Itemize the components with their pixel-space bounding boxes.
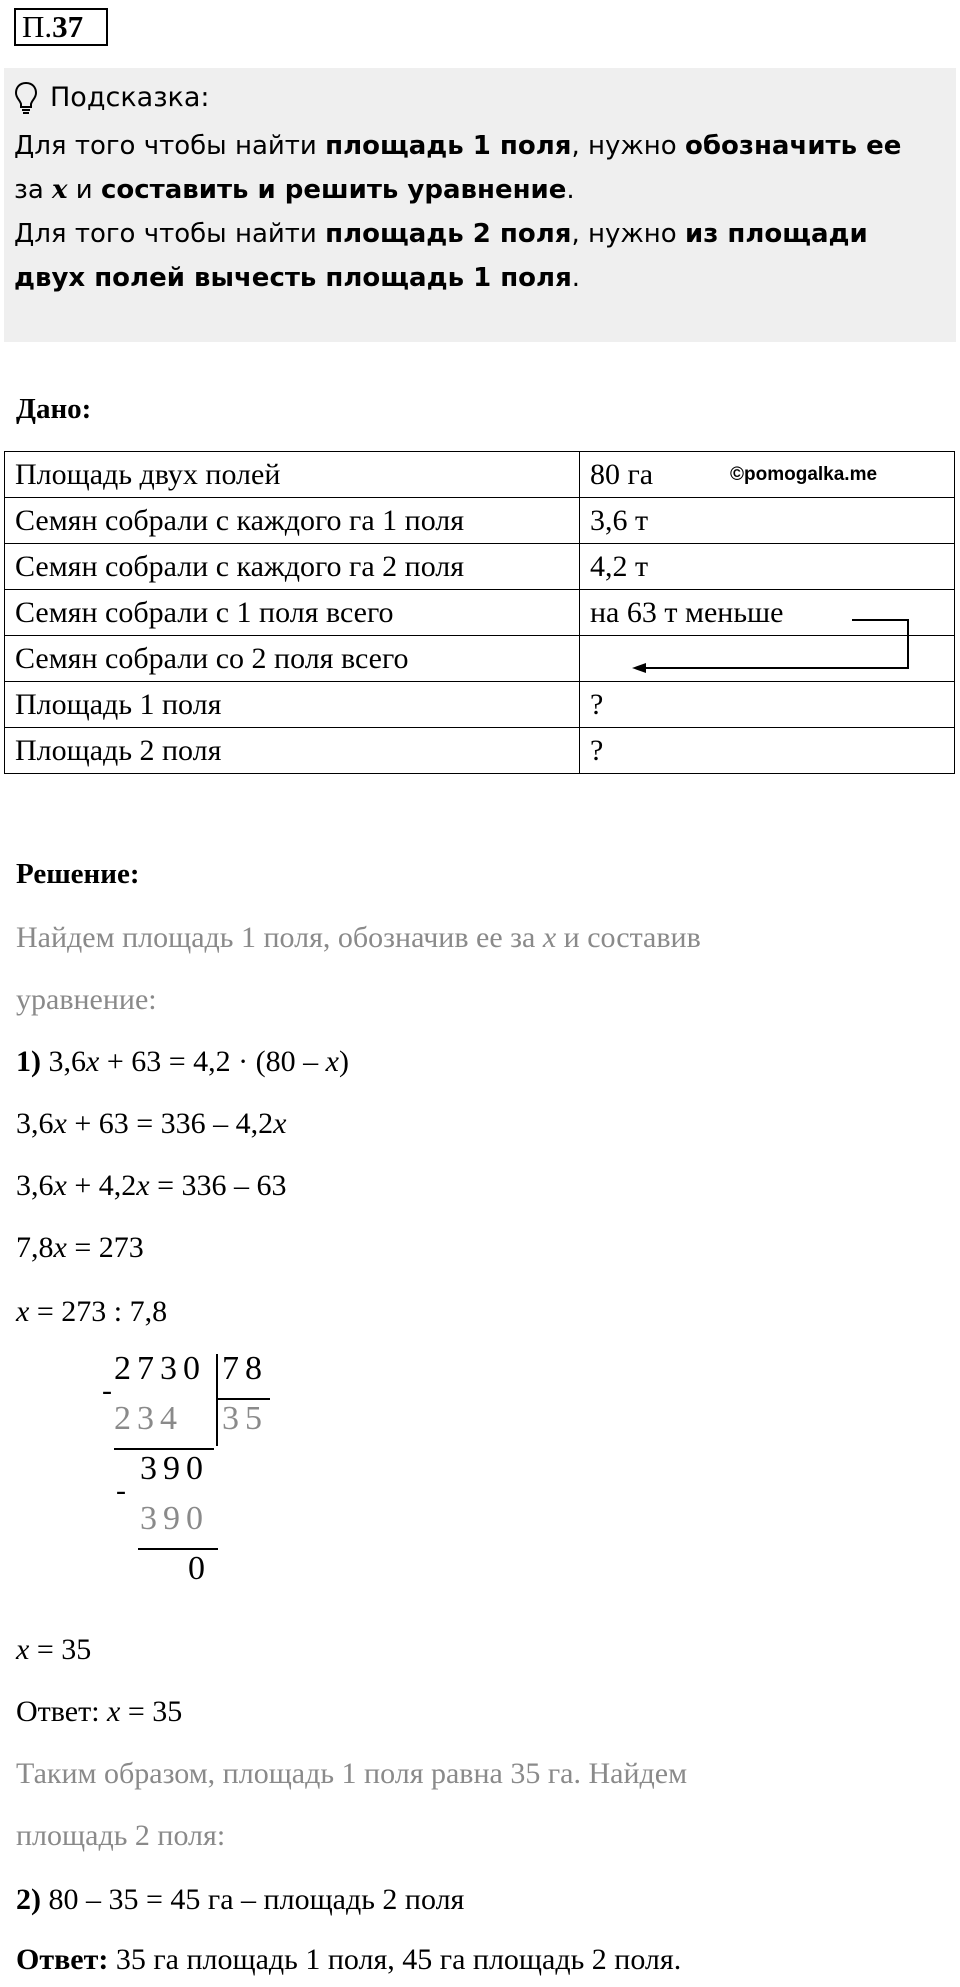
eq-text: = 35 [120,1695,183,1728]
eq-text: 3,6 [16,1107,54,1140]
variable-x: x [136,1169,150,1202]
table-cell-label: Площадь двух полей [5,452,580,498]
hint-text: , нужно [571,219,685,249]
eq-text: = 273 : 7,8 [29,1295,168,1328]
table-cell-label: Площадь 1 поля [5,682,580,728]
division-vertical-line [216,1354,218,1446]
final-answer [16,1940,681,1980]
eq-text: = 336 – 63 [149,1169,287,1202]
lightbulb-icon [14,81,38,115]
division-quotient: 35 [222,1400,268,1437]
answer-label: Ответ: [16,1695,108,1728]
division-divisor: 78 [222,1350,268,1387]
equation-2 [16,1104,287,1144]
division-remainder-final: 0 [188,1550,211,1587]
table-value-text: 80 га [590,458,654,491]
problem-label [14,8,108,46]
division-subtrahend-1: 234 [114,1400,183,1437]
table-cell-value: 4,2 т [580,544,955,590]
eq-text: = 273 [66,1231,144,1264]
arrow-connector-icon [630,608,920,676]
solution-intro-line-2: уравнение: [16,983,157,1016]
hint-variable: x [52,175,68,205]
variable-x: x [53,1231,67,1264]
eq-text: + 63 = 336 – 4,2 [66,1107,274,1140]
equation-1 [16,1042,349,1082]
table-cell-value: ? [580,682,955,728]
variable-x: x [542,921,557,954]
hint-bold: обозначить ее [684,131,902,161]
long-division [100,1350,300,1610]
hint-title [14,74,210,122]
hint-text: . [571,263,581,293]
table-cell-label: Семян собрали с каждого га 2 поля [5,544,580,590]
problem-label-prefix: П. [22,9,53,44]
eq-text: ) [338,1045,349,1078]
equation-3 [16,1166,287,1206]
hint-line-2 [14,168,944,212]
hint-text: . [566,175,575,205]
equation-6 [16,1630,91,1670]
intermediate-answer [16,1692,182,1732]
equation-5 [16,1292,167,1332]
variable-x: x [86,1045,100,1078]
table-cell-label: Семян собрали с каждого га 1 поля [5,498,580,544]
eq-text: + 4,2 [66,1169,137,1202]
given-heading: Дано: [16,393,92,425]
table-cell-value: ? [580,728,955,774]
hint-bold: из площади [684,219,868,249]
intro-text: и составив [556,921,701,954]
variable-x: x [107,1695,121,1728]
division-subtrahend-2: 390 [140,1500,209,1537]
watermark: ©pomogalka.me [730,464,878,485]
hint-line-4 [14,256,944,300]
hint-text: , нужно [571,131,685,161]
step-number: 2) [16,1883,41,1916]
eq-text: + 63 = 4,2 · (80 – [99,1045,326,1078]
table-row [5,682,955,728]
table-row [5,498,955,544]
eq-text: 80 – 35 = 45 га – площадь 2 поля [41,1883,465,1916]
hint-text: за [14,175,53,205]
hint-text: и [67,175,101,205]
eq-text: 3,6 [41,1045,86,1078]
final-answer-label: Ответ: [16,1943,109,1976]
hint-line-3 [14,212,944,256]
variable-x: x [53,1169,67,1202]
table-row [5,452,955,498]
step-number: 1) [16,1045,41,1078]
eq-text: 3,6 [16,1169,54,1202]
variable-x: x [273,1107,287,1140]
table-row [5,728,955,774]
hint-bold: площадь 1 поля [325,131,572,161]
hint-bold: составить и решить уравнение [100,175,567,205]
table-cell-value: на 63 т меньше [580,590,955,636]
hint-text: Для того чтобы найти [14,219,326,249]
division-remainder-1: 390 [140,1450,209,1487]
equation-4 [16,1228,144,1268]
eq-text: = 35 [29,1633,92,1666]
hint-line-1 [14,124,944,168]
equation-7 [16,1880,464,1920]
variable-x: x [53,1107,67,1140]
eq-text: 7,8 [16,1231,54,1264]
table-cell-label: Семян собрали с 1 поля всего [5,590,580,636]
variable-x: x [16,1633,30,1666]
table-cell-value: 3,6 т [580,498,955,544]
hint-bold: площадь 2 поля [325,219,572,249]
division-minus-sign: - [116,1474,126,1507]
division-dividend: 2730 [114,1350,206,1387]
final-answer-text: 35 га площадь 1 поля, 45 га площадь 2 поля. [108,1943,682,1976]
intro-text: Найдем площадь 1 поля, обозначив ее за [16,921,543,954]
solution-heading: Решение: [16,858,140,890]
hint-bold: двух полей вычесть площадь 1 поля [14,263,572,293]
solution-intro-line-1 [16,918,701,958]
division-minus-sign: - [102,1374,112,1407]
table-cell-label: Площадь 2 поля [5,728,580,774]
hint-title-text: Подсказка: [50,82,210,113]
problem-label-number: 37 [52,9,84,44]
hint-text: Для того чтобы найти [14,131,326,161]
table-row [5,544,955,590]
variable-x: x [16,1295,30,1328]
variable-x: x [325,1045,339,1078]
table-cell-value [580,452,955,498]
solution-text-line-2: площадь 2 поля: [16,1819,226,1852]
table-cell-label: Семян собрали со 2 поля всего [5,636,580,682]
solution-text-line-1: Таким образом, площадь 1 поля равна 35 га. Найдем [16,1757,688,1790]
